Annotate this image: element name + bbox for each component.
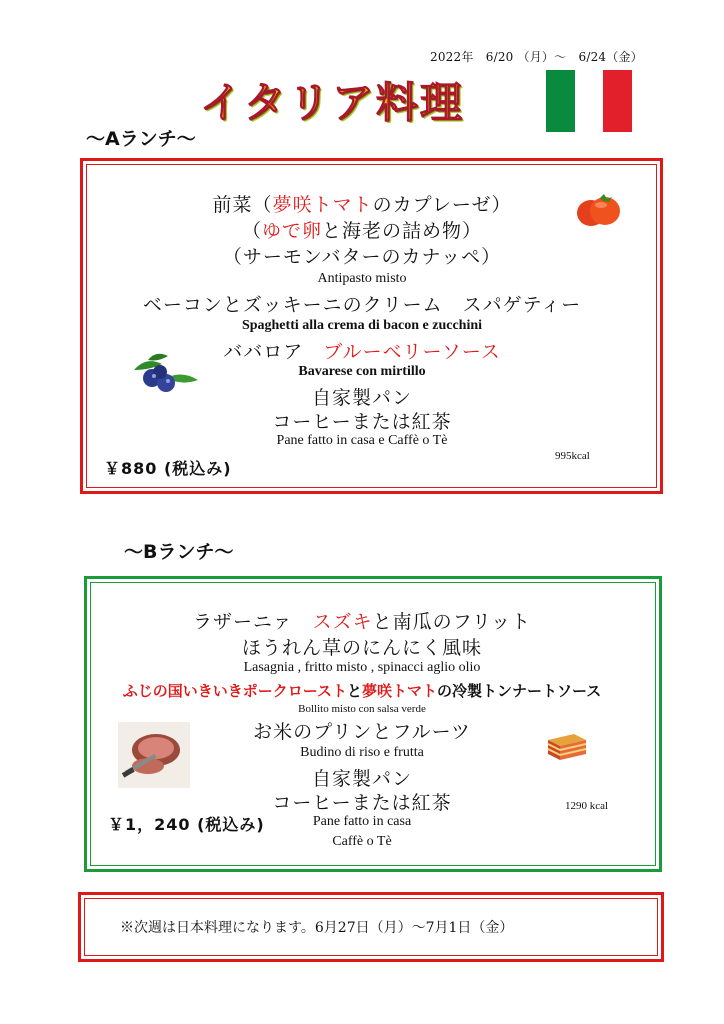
lunch-b-price: ￥1，240 (税込み)	[108, 815, 265, 834]
lunch-a-line-5: ベーコンとズッキーニのクリーム スパゲティー	[142, 294, 582, 316]
lunch-b-line-8: 自家製パン	[311, 768, 412, 790]
lunch-b-line-4: ふじの国いきいきポークローストと夢咲トマトの冷製トンナートソース	[122, 682, 602, 700]
lunch-b-title: ～Bランチ～	[124, 541, 234, 563]
lunch-a-line-10: コーヒーまたは紅茶	[272, 411, 452, 433]
flag-red-stripe	[603, 70, 632, 132]
roast-meat-icon	[118, 722, 190, 788]
date-range: 2022年 6/20 （月）～ 6/24（金）	[430, 50, 643, 64]
lunch-b-line-9: コーヒーまたは紅茶	[272, 792, 452, 814]
lunch-b-line-10: Pane fatto in casa	[312, 814, 412, 829]
lunch-b-kcal: 1290 kcal	[565, 800, 609, 812]
lunch-b-line-2: ほうれん草のにんにく風味	[241, 637, 482, 659]
lunch-a-line-9: 自家製パン	[311, 387, 412, 409]
lunch-b-line-1: ラザーニァ スズキと南瓜のフリット	[192, 611, 532, 633]
lunch-a-line-11: Pane fatto in casa e Caffè o Tè	[276, 433, 448, 448]
lunch-b-line-5: Bollito misto con salsa verde	[298, 703, 426, 715]
lunch-b-line-3: Lasagnia , fritto misto , spinacci aglio olio	[243, 660, 481, 675]
flag-green-stripe	[546, 70, 575, 132]
lunch-a-line-4: Antipasto misto	[317, 271, 407, 286]
lunch-a-line-7: ババロア ブルーベリーソース	[223, 341, 501, 363]
blueberry-icon	[126, 350, 204, 398]
lunch-b-line-11: Caffè o Tè	[332, 834, 392, 849]
page-title: イタリア料理	[200, 78, 465, 127]
lunch-a-line-8: Bavarese con mirtillo	[298, 364, 426, 379]
lasagna-icon	[544, 730, 590, 764]
flag-white-stripe	[575, 70, 604, 132]
lunch-b-line-7: Budino di riso e frutta	[300, 745, 424, 760]
lunch-a-price: ￥880 (税込み)	[104, 459, 232, 478]
next-week-notice: ※次週は日本料理になります。6月27日（月）～7月1日（金）	[120, 920, 514, 936]
lunch-a-line-6: Spaghetti alla crema di bacon e zucchini	[241, 318, 483, 333]
lunch-a-title: ～Aランチ～	[86, 128, 196, 150]
lunch-a-line-2: （ゆで卵と海老の詰め物）	[241, 220, 483, 242]
lunch-a-line-3: （サーモンバターのカナッペ）	[222, 246, 502, 268]
tomato-icon	[574, 192, 624, 230]
lunch-a-kcal: 995kcal	[555, 450, 590, 462]
italian-flag-icon	[546, 70, 632, 132]
lunch-a-line-1: 前菜（夢咲トマトのカプレーゼ）	[212, 194, 512, 216]
lunch-b-line-6: お米のプリンとフルーツ	[253, 721, 471, 743]
